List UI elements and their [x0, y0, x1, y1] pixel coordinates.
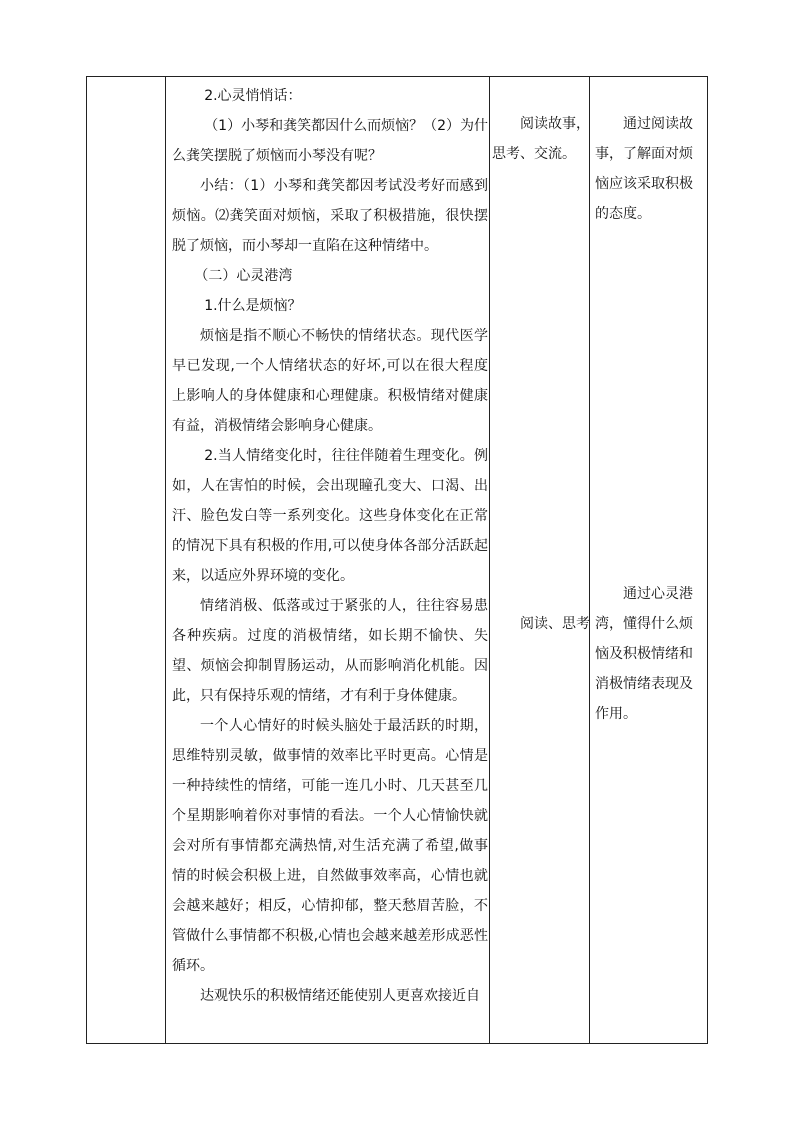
- design-intent-1: [595, 109, 703, 229]
- subheading-what-is-worry: 1.什么是烦恼？: [204, 298, 302, 314]
- column-divider-1: [165, 77, 166, 1043]
- student-activity-1: [492, 109, 592, 169]
- teaching-process-cell: [172, 81, 488, 1011]
- design-intent-2-text: 通过心灵港湾，懂得什么烦恼及积极情绪和消极情绪表现及作用。: [595, 586, 693, 722]
- column-divider-3: [589, 77, 590, 1043]
- paragraph-questions: （1）小琴和龚笑都因什么而烦恼？（2）为什么龚笑摆脱了烦恼而小琴没有呢？: [172, 118, 489, 164]
- design-intent-1-text: 通过阅读故事，了解面对烦恼应该采取积极的态度。: [595, 116, 693, 222]
- design-intent-2: [595, 579, 703, 729]
- paragraph-physiology: 2.当人情绪变化时，往往伴随着生理变化。例如，人在害怕的时候，会出现瞳孔变大、口渴、出汗、脸色发白等一系列变化。这些身体变化在正常的情况下具有积极的作用,可以使身体各部分活跃起来，以适应外界环境的变化。: [172, 448, 488, 584]
- student-activity-2-text: 阅读、思考: [520, 616, 590, 632]
- paragraph-negative-emotion: 情绪消极、低落或过于紧张的人，往往容易患各种疾病。过度的消极情绪，如长期不愉快、失望、烦恼会抑制胃肠运动，从而影响消化机能。因此，只有保持乐观的情绪，才有利于身体健康。: [172, 598, 488, 704]
- paragraph-good-mood: 一个人心情好的时候头脑处于最活跃的时期，思维特别灵敏，做事情的效率比平时更高。心情是一种持续性的情绪，可能一连几小时、几天甚至几个星期影响着你对事情的看法。一个人心情愉快就会对所有事情都充满热情,对生活充满了希望,做事情的时候会积极上进，自然做事效率高，心情也就会越来越好；相反，心情抑郁，整天愁眉苦脸，不管做什么事情都不积极,心情也会越来越差形成恶性循环。: [172, 718, 488, 974]
- paragraph-definition: 烦恼是指不顺心不畅快的情绪状态。现代医学早已发现,一个人情绪状态的好坏,可以在很大程度上影响人的身体健康和心理健康。积极情绪对健康有益，消极情绪会影响身心健康。: [172, 328, 488, 434]
- paragraph-optimism: 达观快乐的积极情绪还能使别人更喜欢接近自: [200, 988, 480, 1004]
- paragraph-summary: 小结：（1）小琴和龚笑都因考试没考好而感到烦恼。⑵龚笑面对烦恼，采取了积极措施，很快摆脱了烦恼，而小琴却一直陷在这种情绪中。: [172, 178, 488, 254]
- paragraph-heart-talk: 2.心灵悄悄话：: [204, 88, 302, 104]
- student-activity-1-text: 阅读故事，思考、交流。: [492, 116, 590, 162]
- section-heading-harbor: （二）心灵港湾: [194, 268, 293, 284]
- column-divider-2: [489, 77, 490, 1043]
- lesson-table: [86, 76, 708, 1044]
- student-activity-2: [492, 609, 592, 639]
